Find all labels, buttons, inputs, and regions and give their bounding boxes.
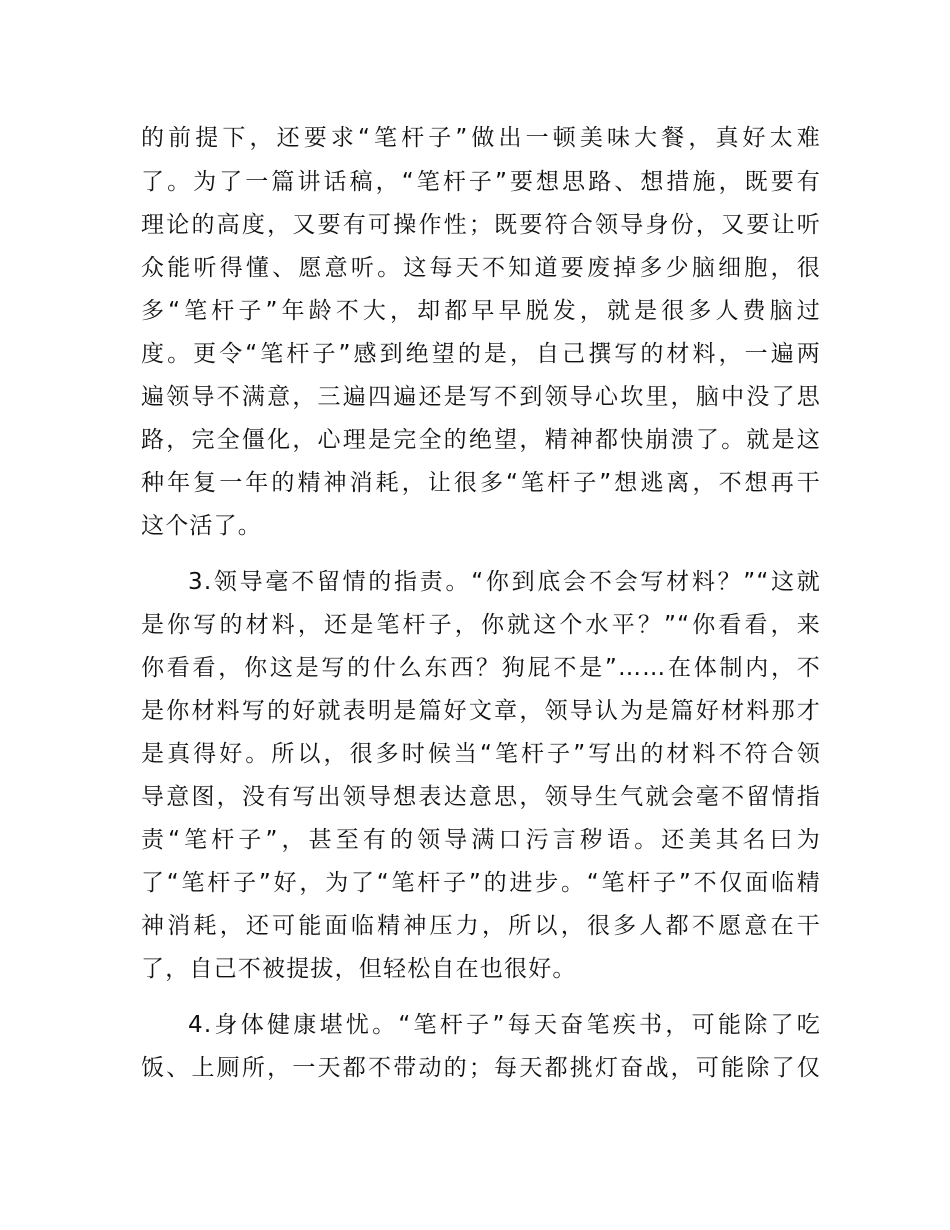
paragraph-line: 你看看，你这是写的什么东西？狗屁不是”……在体制内，不 [141,655,821,681]
paragraph-line: 的前提下，还要求“笔杆子”做出一顿美味大餐，真好太难 [141,125,821,151]
paragraph-line: 导意图，没有写出领导想表达意思，领导生气就会毫不留情指 [141,784,821,810]
paragraph-line: 了，自己不被提拔，但轻松自在也很好。 [141,956,577,982]
paragraph-line: 路，完全僵化，心理是完全的绝望，精神都快崩溃了。就是这 [141,427,821,453]
paragraph-line: 多“笔杆子”年龄不大，却都早早脱发，就是很多人费脑过 [141,298,821,324]
paragraph-line: 众能听得懂、愿意听。这每天不知道要废掉多少脑细胞，很 [141,255,821,281]
paragraph-line: 了“笔杆子”好，为了“笔杆子”的进步。“笔杆子”不仅面临精 [141,870,821,896]
paragraph-line: 度。更令“笔杆子”感到绝望的是，自己撰写的材料，一遍两 [141,341,821,367]
paragraph-line: 理论的高度，又要有可操作性；既要符合领导身份，又要让听 [141,212,821,238]
paragraph-line: 是你材料写的好就表明是篇好文章，领导认为是篇好材料那才 [141,698,821,724]
paragraph-line: 遍领导不满意，三遍四遍还是写不到领导心坎里，脑中没了思 [141,384,821,410]
paragraph-line: 了。为了一篇讲话稿，“笔杆子”要想思路、想措施，既要有 [141,169,821,195]
paragraph-line: 是你写的材料，还是笔杆子，你就这个水平？”“你看看，来 [141,612,821,638]
paragraph-line: 种年复一年的精神消耗，让很多“笔杆子”想逃离，不想再干 [141,470,821,496]
paragraph-line: 神消耗，还可能面临精神压力，所以，很多人都不愿意在干 [141,913,821,939]
paragraph-line: 4.身体健康堪忧。“笔杆子”每天奋笔疾书，可能除了吃 [188,1012,821,1038]
paragraph-line: 是真得好。所以，很多时候当“笔杆子”写出的材料不符合领 [141,741,821,767]
paragraph-line: 责“笔杆子”，甚至有的领导满口污言秽语。还美其名曰为 [141,827,821,853]
paragraph-line: 这个活了。 [141,513,262,539]
paragraph-line: 饭、上厕所，一天都不带动的；每天都挑灯奋战，可能除了仅 [141,1055,821,1081]
paragraph-line: 3.领导毫不留情的指责。“你到底会不会写材料？”“这就 [188,569,821,595]
